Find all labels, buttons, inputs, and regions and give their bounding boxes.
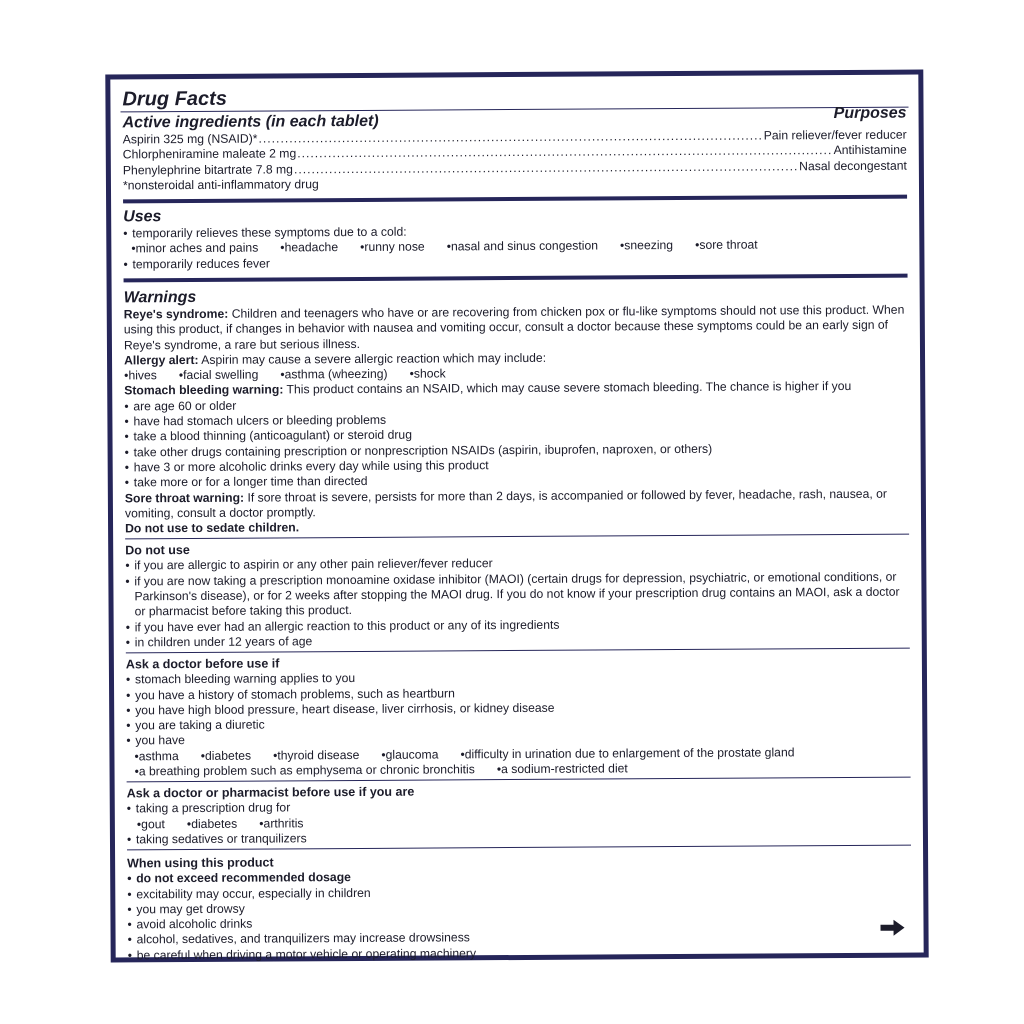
list-item: • in children under 12 years of age xyxy=(126,631,910,651)
allergy-alert: Allergy alert: Aspirin may cause a severe allergic reaction which may include: xyxy=(123,350,547,368)
list-item: • you are taking a diuretic xyxy=(126,714,910,734)
list-item: • arthritis xyxy=(259,816,303,832)
list-item: • diabetes xyxy=(201,748,251,764)
list-item: • taking sedatives or tranquilizers xyxy=(127,828,911,848)
list-item: • minor aches and pains xyxy=(131,241,258,257)
list-item: • facial swelling xyxy=(179,368,259,384)
list-item: • if you are now taking a prescription monoamine oxidase inhibitor (MAOI) (certain drugs for depression, psychiatric, or emotional conditions, or Parkinson's disease), or for 2 weeks after stopping the MAOI drug. If you do not know if your prescription drug contains an MAOI, ask a doctor or pharmacist before taking this product. xyxy=(125,569,909,620)
list-item: • a sodium-restricted diet xyxy=(497,761,628,777)
sedate-warning: Do not use to sedate children. xyxy=(125,520,300,536)
warnings-heading: Warnings xyxy=(123,288,197,307)
list-item: • if you are allergic to aspirin or any other pain reliever/fever reducer xyxy=(125,554,909,574)
list-item: • thyroid disease xyxy=(273,748,359,764)
list-item: • avoid alcoholic drinks xyxy=(127,913,911,933)
list-item: • gout xyxy=(137,817,165,832)
ask-doctor-section xyxy=(126,649,911,783)
list-item: • a breathing problem such as emphysema or chronic bronchitis xyxy=(135,762,475,779)
drug-facts-title: Drug Facts xyxy=(122,87,227,111)
list-item: • diabetes xyxy=(187,816,237,832)
when-using-heading: When using this product xyxy=(127,855,274,871)
ingredient-row: Phenylephrine bitartrate 7.8 mg ..... Nasal decongestant xyxy=(123,158,907,178)
list-item: • excitability may occur, especially in children xyxy=(127,882,911,902)
list-item: • you have high blood pressure, heart disease, liver cirrhosis, or kidney disease xyxy=(126,698,910,718)
list-item: • you have xyxy=(126,729,910,749)
list-item: • alcohol, sedatives, and tranquilizers may increase drowsiness xyxy=(128,928,912,948)
list-item: • glaucoma xyxy=(381,747,438,763)
list-item: • take other drugs containing prescription or nonprescription NSAIDs (aspirin, ibuprofen, naproxen, or others) xyxy=(125,440,909,460)
arrow-right-icon xyxy=(879,919,905,937)
active-ingredients-heading: Active ingredients (in each tablet) xyxy=(122,112,379,132)
ingredient-row: Aspirin 325 mg (NSAID)* ..... Pain reliever/fever reducer xyxy=(123,128,907,148)
list-item: • have had stomach ulcers or bleeding problems xyxy=(124,410,908,430)
list-item: • sore throat xyxy=(695,238,758,254)
ask-pharmacist-heading: Ask a doctor or pharmacist before use if you are xyxy=(126,784,415,801)
list-item: • temporarily reduces fever xyxy=(123,252,907,272)
footnote: *nonsteroidal anti-inflammatory drug xyxy=(122,177,319,193)
ask-pharmacist-section xyxy=(127,778,911,851)
when-using-section xyxy=(127,846,912,964)
active-ingredients-section xyxy=(122,83,907,204)
do-not-use-section xyxy=(125,535,910,654)
list-item: • taking a prescription drug for xyxy=(127,797,911,817)
do-not-use-heading: Do not use xyxy=(125,543,190,558)
list-item: • temporarily relieves these symptoms due to a cold: xyxy=(123,222,907,242)
ingredient-row: Chlorpheniramine maleate 2 mg ..... Antihistamine xyxy=(123,143,907,163)
list-item: • if you have ever had an allergic reaction to this product or any of its ingredients xyxy=(126,615,910,635)
uses-heading: Uses xyxy=(123,208,162,226)
list-item: • asthma (wheezing) xyxy=(280,367,387,383)
warnings-section xyxy=(124,278,910,540)
list-item: • headache xyxy=(280,240,338,256)
list-item: • you have a history of stomach problems, such as heartburn xyxy=(126,683,910,703)
sore-throat-warning: Sore throat warning: If sore throat is severe, persists for more than 2 days, is accompanied or followed by fever, headache, rash, nausea, or vomiting, consult a doctor promptly. xyxy=(124,486,887,521)
stomach-bleeding-warning: Stomach bleeding warning: This product contains an NSAID, which may cause severe stomach bleeding. The chance is higher if you xyxy=(124,379,852,398)
list-item: • you may get drowsy xyxy=(127,897,911,917)
list-item: • take more or for a longer time than directed xyxy=(125,471,909,491)
list-item: • asthma xyxy=(134,749,178,765)
list-item: • do not exceed recommended dosage xyxy=(127,867,911,887)
list-item: • nasal and sinus congestion xyxy=(447,239,598,255)
list-item: • sneezing xyxy=(620,238,673,254)
list-item: • take a blood thinning (anticoagulant) or steroid drug xyxy=(124,425,908,445)
list-item: • are age 60 or older xyxy=(124,394,908,414)
list-item: • stomach bleeding warning applies to you xyxy=(126,668,910,688)
list-item: • have 3 or more alcoholic drinks every day while using this product xyxy=(125,456,909,476)
reye-warning: Reye's syndrome: Children and teenagers who have or are recovering from chicken pox or flu-like symptoms should not use this product. When using this product, if changes in behavior with nausea and vomiting occur, consult a doctor because these symptoms could be an early sign of Reye's syndrome, a rare but serious illness. xyxy=(123,302,905,352)
ask-doctor-heading: Ask a doctor before use if xyxy=(125,656,280,672)
list-item: • runny nose xyxy=(360,240,425,256)
list-item: • difficulty in urination due to enlargement of the prostate gland xyxy=(460,745,794,762)
uses-section xyxy=(123,199,907,283)
drug-facts-panel xyxy=(105,70,928,963)
list-item: • shock xyxy=(410,367,446,383)
purposes-heading: Purposes xyxy=(833,104,907,123)
list-item: • hives xyxy=(124,368,157,383)
list-item: • be careful when driving a motor vehicle or operating machinery xyxy=(128,943,912,963)
